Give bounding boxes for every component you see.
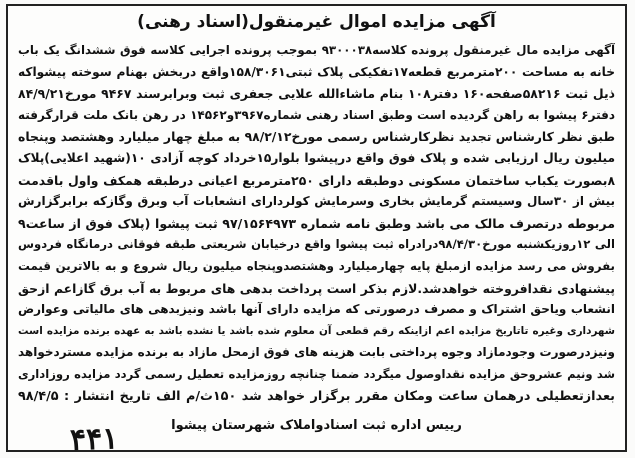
- notice-line: پیشنهادی نقدافروخته خواهدشد.لازم بذکر است پرداخت بدهی های مربوط به آب برق گازاعم ازحق: [18, 280, 615, 296]
- signature-line: رییس اداره ثبت اسنادواملاک شهرستان پیشوا: [171, 418, 462, 433]
- notice-line: طبق نظر کارشناس تجدید نظرکارشناس رسمی مورخ۹۸/۲/۱۲ به مبلغ چهار میلیارد وهشتصد وپنجاه: [18, 129, 615, 145]
- notice-line: شهرداری وغیره تاتاریخ مزایده اعم ازاینکه رقم قطعی آن معلوم شده باشد یا نشده باشد به عهده برنده مزایده است: [18, 324, 615, 337]
- notice-line: مربوطه درتصرف مالک می باشد وطبق نامه شماره ۹۷/۱۵۶۴۹۷۳ ثبت پیشوا (پلاک فوق از ساعت۹: [18, 215, 615, 231]
- notice-line: ذیل ثبت ۵۸۲۱۶صفحه۱۶۰ دفتر۱۰۸ بنام ماشاءالله علایی جعفری ثبت وبرابرسند ۹۴۶۷ مورخ۸۴/۹/۲۱: [18, 86, 615, 102]
- notice-line: خانه به مساحت ۲۰۰مترمربع قطعه۱۷تفکیکی پلاک ثبتی۱۵۸/۳۰۶۱واقع دربخش بهنام سوخته پیشواکه: [18, 64, 615, 79]
- notice-line: الی ۱۲روزیکشنبه مورخ۹۸/۴/۳۰درادراه ثبت پیشوا واقع درخیابان شریعتی طبقه فوقانی درمانگاه فردوس: [18, 237, 615, 252]
- notice-body: [18, 40, 615, 407]
- notice-title: آگهی مزایده اموال غیرمنقول(اسناد رهنی): [137, 12, 496, 32]
- notice-line: انشعاب ویاحق اشتراک و مصرف درصورتی که مزایده دارای آنها باشد ونیزبدهی های مالیاتی وعوارض: [18, 302, 615, 317]
- notice-line: آگهی مزایده مال غیرمنقول پرونده کلاسه۹۳۰۰۰۳۸ بموجب پرونده اجرایی کلاسه فوق ششدانگ یک باب: [18, 43, 615, 57]
- notice-line: میلیون ریال ارزیابی شده و پلاک فوق واقع درپیشوا بلوار۱۵خرداد کوچه آزادی ۱۰(شهید اعلایی)پلاک: [18, 150, 615, 165]
- notice-line: شد ونیم عشروحق مزایده نقداوصول میگردد ضمنا چنانچه روزمزایده تعطیل رسمی گردد مزایده روزاداری: [18, 366, 615, 381]
- notice-line: بعدازتعطیلی درهمان ساعت ومکان مقرر برگزار خواهد شد ۱۵۰ث/م الف تاریخ انتشار : ۹۸/۴/۵: [18, 388, 615, 404]
- notice-line: بفروش می رسد مزایده ازمبلغ پایه چهارمیلیارد وهشتصدوپنجاه میلیون ریال شروع و به بالاترین قیمت: [18, 258, 615, 273]
- notice-frame: [6, 4, 627, 458]
- handwritten-number: ۴۴۱: [69, 421, 119, 458]
- notice-line: ونیزدرصورت وجودمازاد وجوه پرداختی بابت هزینه های فوق ازمحل مازاد به برنده مزایده مستردخواهد: [18, 345, 615, 360]
- notice-line: ۸بصورت یکباب ساختمان مسکونی دوطبقه دارای ۲۵۰مترمربع اعیانی درطبقه همکف واول باقدمت: [18, 172, 615, 188]
- notice-line: بیش از ۳۰سال وسیستم گرمایش بخاری وسرمایش کولردارای انشعابات آب وبرق وگازکه برابرگزارش: [18, 194, 615, 209]
- notice-line: دفتر۶ پیشوا به راهن گردیده است وطبق اسناد رهنی شماره۳۹۶۷و۱۴۵۶۲ در رهن بانک ملت قرارگرفته: [18, 107, 615, 122]
